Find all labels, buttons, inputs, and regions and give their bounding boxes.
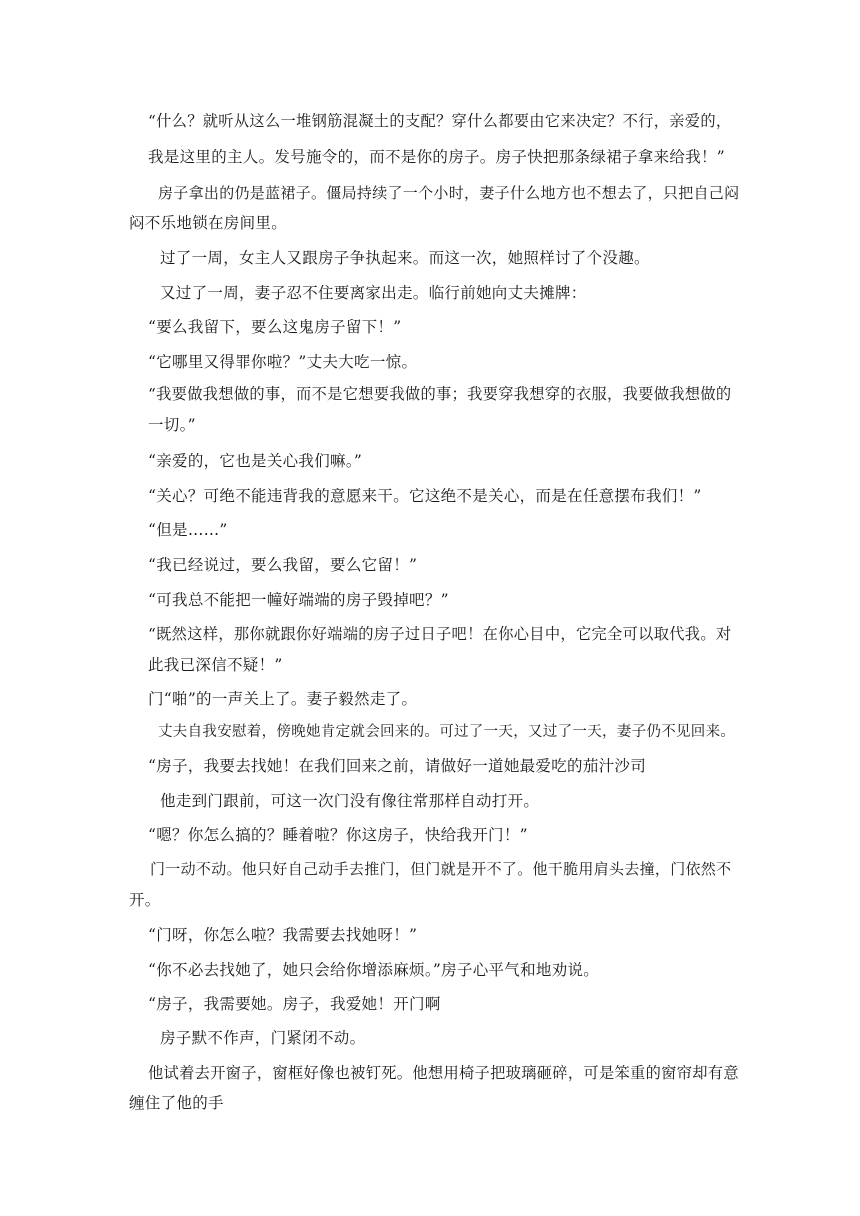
text-line: 此我已深信不疑！”	[148, 656, 283, 674]
text-line: “我已经说过，要么我留，要么它留！”	[148, 556, 418, 574]
text-line: 又过了一周，妻子忍不住要离家出走。临行前她向丈夫摊牌：	[160, 284, 587, 302]
text-line: “房子，我要去找她！在我们回来之前，请做好一道她最爱吃的茄汁沙司	[148, 757, 647, 775]
text-line: 一切。”	[148, 416, 196, 434]
text-line: 丈夫自我安慰着，傍晚她肯定就会回来的。可过了一天，又过了一天，妻子仍不见回来。	[158, 724, 736, 740]
text-line: 他试着去开窗子，窗框好像也被钉死。他想用椅子把玻璃砸碎，可是笨重的窗帘却有意	[148, 1064, 739, 1082]
text-line: “房子，我需要她。房子，我爱她！开门啊	[148, 995, 441, 1013]
text-line: “要么我留下，要么这鬼房子留下！”	[148, 318, 402, 336]
text-line: 门“啪”的一声关上了。妻子毅然走了。	[148, 690, 418, 708]
text-line: “你不必去找她了，她只会给你增添麻烦。”房子心平气和地劝说。	[148, 961, 600, 979]
text-line: “但是……”	[148, 521, 228, 539]
text-line: 房子拿出的仍是蓝裙子。僵局持续了一个小时，妻子什么地方也不想去了，只把自己闷	[158, 184, 740, 202]
text-line: 开。	[129, 891, 161, 909]
text-line: “什么？就听从这么一堆钢筋混凝土的支配？穿什么都要由它来决定？不行，亲爱的，	[148, 112, 732, 130]
text-line: 缠住了他的手	[129, 1094, 224, 1112]
text-line: 闷不乐地锁在房间里。	[129, 214, 288, 232]
text-line: “可我总不能把一幢好端端的房子毁掉吧？”	[148, 591, 449, 609]
text-line: “我要做我想做的事，而不是它想要我做的事；我要穿我想穿的衣服，我要做我想做的	[148, 385, 732, 403]
text-line: “关心？可绝不能违背我的意愿来干。它这绝不是关心，而是在任意摆布我们！”	[148, 487, 702, 505]
text-line: 门一动不动。他只好自己动手去推门，但门就是开不了。他干脆用肩头去撞，门依然不	[150, 860, 732, 878]
text-line: “亲爱的，它也是关心我们嘛。”	[148, 452, 363, 470]
text-line: “门呀，你怎么啦？我需要去找她呀！”	[148, 926, 418, 944]
text-line: “它哪里又得罪你啦？”丈夫大吃一惊。	[148, 353, 418, 371]
text-line: 过了一周，女主人又跟房子争执起来。而这一次，她照样讨了个没趣。	[160, 249, 650, 267]
text-line: 他走到门跟前，可这一次门没有像往常那样自动打开。	[160, 792, 540, 810]
text-line: 房子默不作声，门紧闭不动。	[160, 1029, 366, 1047]
text-line: “既然这样，那你就跟你好端端的房子过日子吧！在你心目中，它完全可以取代我。对	[148, 625, 732, 643]
text-line: 我是这里的主人。发号施令的，而不是你的房子。房子快把那条绿裙子拿来给我！”	[148, 148, 726, 166]
text-line: “嗯？你怎么搞的？睡着啦？你这房子，快给我开门！”	[148, 826, 528, 844]
